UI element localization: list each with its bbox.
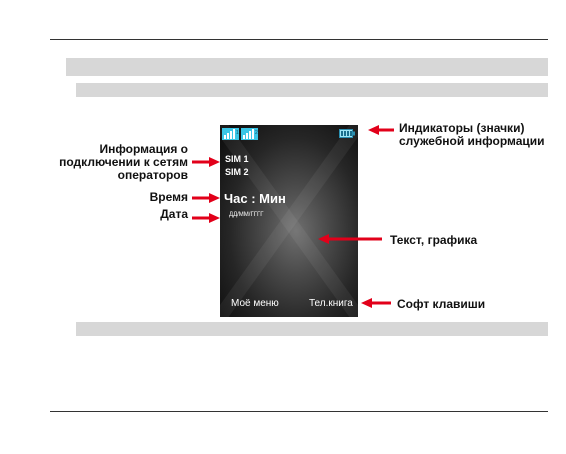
arrow-indicators	[368, 125, 394, 135]
callout-indicators	[399, 122, 545, 148]
arrow-soft-keys	[361, 298, 391, 308]
callout-network-line2: подключении к сетям	[59, 155, 188, 169]
arrow-date	[192, 213, 220, 223]
callout-network-info	[38, 143, 188, 182]
callout-soft-keys: Софт клавиши	[397, 297, 486, 311]
phone-screen	[220, 125, 358, 317]
sim2-label: SIM 2	[225, 167, 249, 177]
callout-text-graphics: Текст, графика	[390, 233, 478, 247]
subheader-band	[76, 83, 548, 97]
callout-indicators-line2: служебной информации	[399, 134, 545, 148]
callout-network-line3: операторов	[117, 168, 188, 182]
callout-time: Время	[149, 190, 188, 204]
header-band	[66, 58, 548, 76]
footer-band	[76, 322, 548, 336]
date-display: ДД/ММ/ГГГГ	[229, 212, 264, 218]
sim2-signal-icon	[241, 128, 258, 140]
softkey-left[interactable]: Моё меню	[231, 298, 279, 309]
svg-text:2: 2	[255, 130, 258, 136]
svg-text:1: 1	[236, 130, 239, 136]
callout-indicators-line1: Индикаторы (значки)	[399, 121, 525, 135]
sim1-label: SIM 1	[225, 154, 249, 164]
battery-icon	[339, 129, 355, 138]
callout-network-line1: Информация о	[99, 142, 188, 156]
callout-date: Дата	[160, 207, 188, 221]
top-rule	[50, 39, 548, 40]
softkey-right[interactable]: Тел.книга	[309, 298, 353, 309]
time-display: Час : Мин	[224, 191, 286, 206]
sim1-signal-icon	[222, 128, 239, 140]
arrow-text-graphics	[318, 234, 382, 244]
bottom-rule	[50, 411, 548, 412]
arrow-network-info	[192, 157, 220, 167]
arrow-time	[192, 193, 220, 203]
